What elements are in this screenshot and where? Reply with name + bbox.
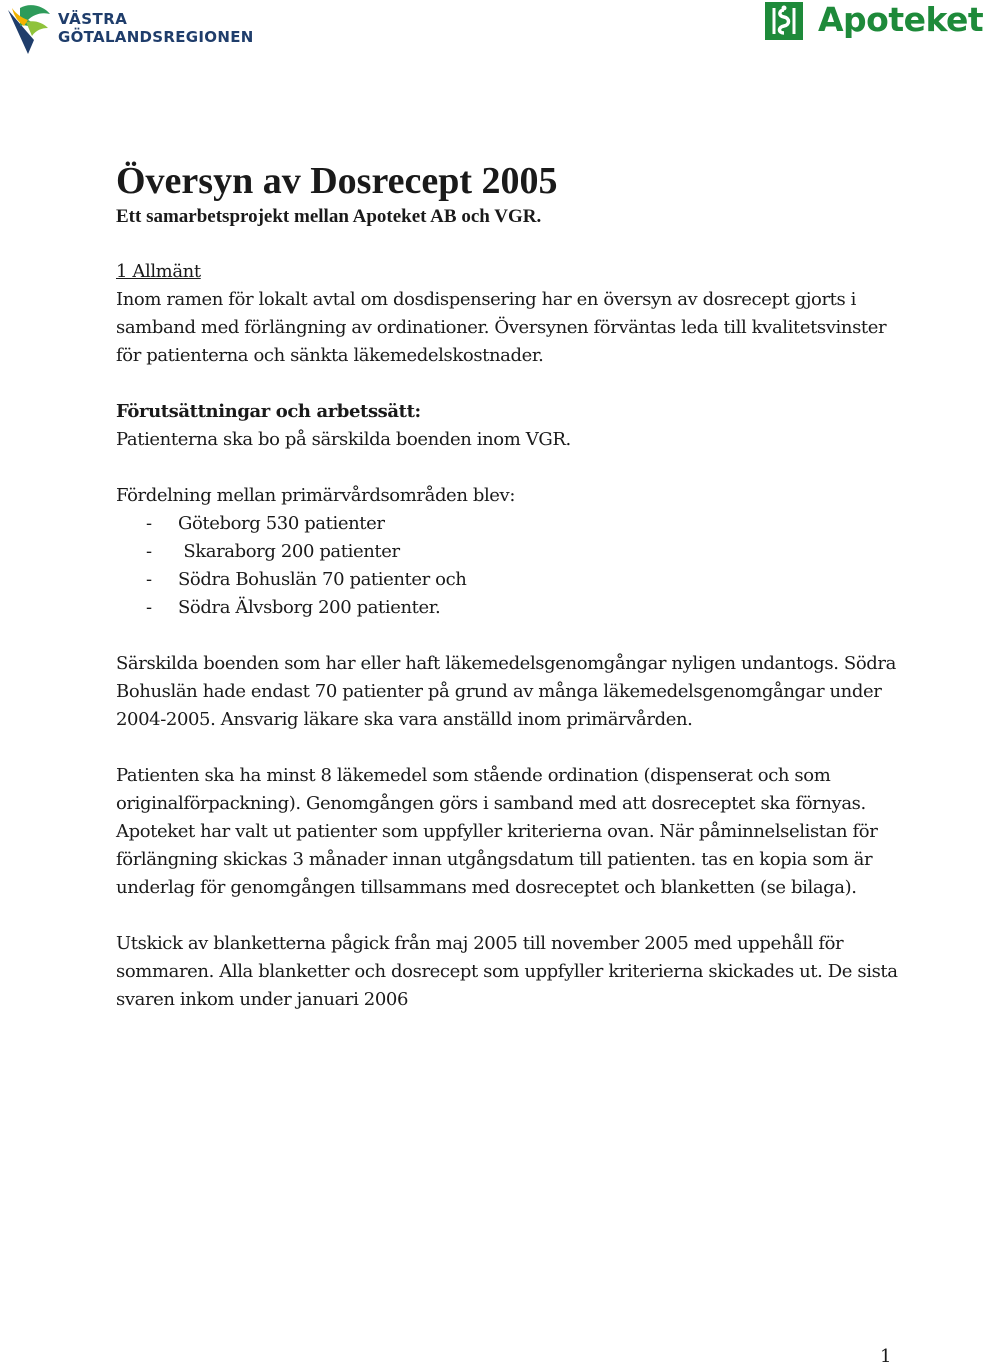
apoteket-serpent-icon [765,2,803,40]
list-item: - Skaraborg 200 patienter [146,541,400,562]
apoteket-wordmark: Apoteket [818,0,983,39]
vgr-wordmark-line2: GÖTALANDSREGIONEN [58,28,254,46]
list-item-text: Göteborg 530 patienter [178,513,385,534]
list-item: - Södra Älvsborg 200 patienter. [146,597,441,618]
page-number: 1 [880,1346,892,1367]
section-forutsattningar-text: Patienterna ska bo på särskilda boenden inom VGR. [116,429,571,450]
paragraph-kriterier: Patienten ska ha minst 8 läkemedel som stående ordination (dispenserat och som originalförpackning). Genomgången görs i samband med att dosreceptet ska förnyas. Apoteket har valt ut patienter som uppfyller kriterierna ovan. När påminnelselistan för förlängning skickas 3 månader innan utgångsdatum till patienten. tas en kopia som är underlag för genomgången tillsammans med dosreceptet och blanketten (se bilaga). [116,765,878,898]
apoteket-logo [762,0,983,44]
list-item: - Södra Bohuslän 70 patienter och [146,569,467,590]
document-title: Översyn av Dosrecept 2005 [116,160,558,202]
distribution-list [116,510,916,622]
paragraph-undantag: Särskilda boenden som har eller haft läkemedelsgenomgångar nyligen undantogs. Södra Bohuslän hade endast 70 patienter på grund av många läkemedelsgenomgångar under 2004-2005. Ansvarig läkare ska vara anställd inom primärvården. [116,653,896,730]
vgr-logo-icon [6,4,54,56]
list-item: - Göteborg 530 patienter [146,513,385,534]
document-body [116,158,916,1014]
vgr-logo [6,4,254,56]
section-heading-forutsattningar: Förutsättningar och arbetssätt: [116,401,421,422]
vgr-wordmark-line1: VÄSTRA [58,10,128,28]
distribution-intro: Fördelning mellan primärvårdsområden blev: [116,485,515,506]
section-allmant-text: Inom ramen för lokalt avtal om dosdispensering har en översyn av dosrecept gjorts i samband med förlängning av ordinationer. Översynen förväntas leda till kvalitetsvinster för patienterna och sänkta läkemedelskostnader. [116,289,887,366]
paragraph-utskick: Utskick av blanketterna pågick från maj 2005 till november 2005 med uppehåll för sommaren. Alla blanketter och dosrecept som uppfyller kriterierna skickades ut. De sista svaren inkom under januari 2006 [116,933,898,1010]
section-heading-allmant: 1 Allmänt [116,261,201,282]
page-header [0,0,983,70]
list-item-text: Skaraborg 200 patienter [178,541,400,562]
vgr-wordmark [58,12,254,45]
document-subtitle: Ett samarbetsprojekt mellan Apoteket AB och VGR. [116,206,542,227]
list-item-text: Södra Älvsborg 200 patienter. [178,597,441,618]
list-item-text: Södra Bohuslän 70 patienter och [178,569,467,590]
